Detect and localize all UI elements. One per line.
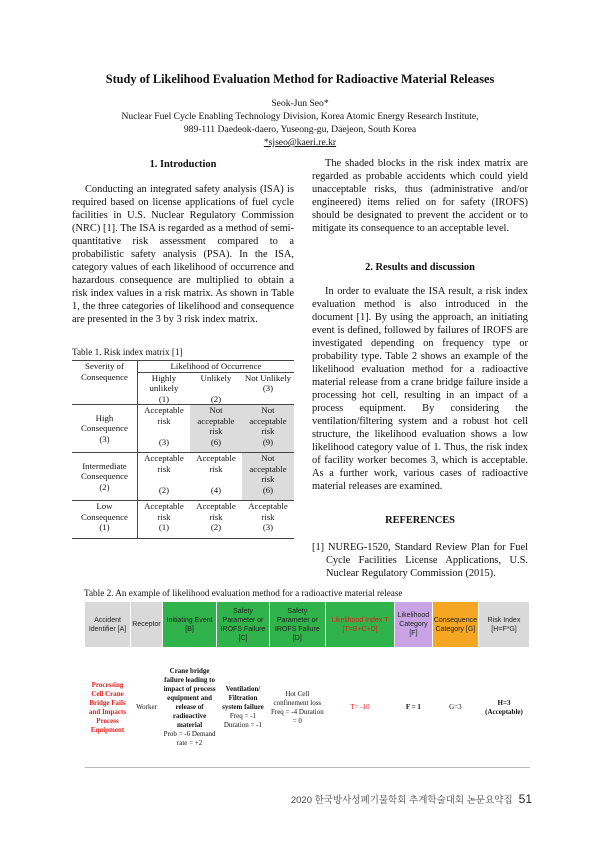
cell-low-1: Acceptable risk (1) — [137, 501, 190, 539]
table2-header-cell: Accident Identifier [A] — [85, 602, 131, 648]
cell-high-2: Not acceptable risk (6) — [190, 405, 242, 453]
row-intermediate-consequence: Intermediate Consequence (2) — [72, 453, 137, 501]
initiating-event-detail: Prob = -6 Demand rate = +2 — [163, 730, 216, 747]
footer-text: 2020 한국방사성폐기물학회 추계학술대회 논문요약집 — [290, 795, 513, 806]
results-heading: 2. Results and discussion — [365, 262, 475, 273]
row-low-consequence: Low Consequence (1) — [72, 501, 137, 539]
page-footer — [291, 792, 532, 806]
cell-high-1: Acceptable risk (3) — [137, 405, 190, 453]
intro-paragraph — [72, 183, 294, 326]
receptor: Worker — [136, 703, 157, 711]
cell-low-3: Acceptable risk (3) — [242, 501, 294, 539]
col-highly-unlikely: Highly unlikely (1) — [137, 372, 190, 405]
safety-c-detail: Freq = -1 Duration = -1 — [223, 712, 263, 729]
initiating-event: Crane bridge failure leading to impact of process equipment and release of radioactive material Prob = -6 Demand rate = +2 — [163, 667, 216, 747]
results-text: In order to evaluate the ISA result, a risk index evaluation method is also introduced in the document [1]. By using the approach, an initiating event is defined, followed by failures of IROFS are investigated depending on frequency type or probability type. Table 2 shows an example of the likelihood evaluation method for a radioactive material release from a crane bridge failure inside a processing hot cell, resulting in an impact of a process equipment. By considering the ventilation/filtering system and a robust hot cell structure, the likelihood evaluation shows a low likelihood category value of 1. Thus, the risk index of facility worker becomes 3, which is acceptable. As a further work, various cases of radioactive material releases are examined. — [312, 286, 528, 492]
table2-header-cell: Consequence Category [G] — [432, 602, 478, 648]
consequence-category: G=3 — [449, 703, 462, 711]
reference-1: [1] NUREG-1520, Standard Review Plan for Fuel Cycle Facilities License Applications, U.S. Nuclear Regulatory Commission (2015). — [312, 542, 528, 579]
col-not-unlikely: Not Unlikely (3) — [242, 372, 294, 405]
author: Seok-Jun Seo* — [271, 98, 329, 109]
page-number: 51 — [518, 792, 532, 806]
col-unlikely: Unlikely (2) — [190, 372, 242, 405]
shaded-blocks-text: The shaded blocks in the risk index matrix are regarded as probable accidents which could yield unacceptable risks, thus (administrative and/or engineered) items relied on for safety (IROFS) should be designated to prevent the accident or to mitigate its consequence to an acceptable level. — [312, 158, 528, 234]
row-high-consequence: High Consequence (3) — [72, 405, 137, 453]
table2-header-cell: Safety Parameter or IROFS Failure [C] — [217, 602, 270, 648]
intro-text: Conducting an integrated safety analysis (ISA) is required based on license applications of fuel cycle facilities in U.S. Nuclear Regulatory Commission (NRC) [1]. The ISA is regarded as a method of semi-quantitative risk assessment compared to a probabilistic safety analysis (PSA). In the ISA, category values of each likelihood of occurrence and hazardous consequence are multiplied to obtain a risk index values in a risk matrix. As shown in Table 1, the three categories of likelihood and consequence are presented in the 3 by 3 risk index matrix. — [72, 184, 294, 325]
affiliation-line-2: 989-111 Daedeok-daero, Yuseong-gu, Daejeon, South Korea — [183, 124, 417, 135]
table2-header-cell: Initiating Event [B] — [162, 602, 216, 648]
cell-mid-3: Not acceptable risk (6) — [242, 453, 294, 501]
likelihood-index: T= -10 — [350, 703, 370, 711]
affiliation-line-1: Nuclear Fuel Cycle Enabling Technology Division, Korea Atomic Energy Research Institute, — [121, 111, 479, 122]
likelihood-category: F = 1 — [405, 703, 421, 711]
results-paragraph — [312, 285, 528, 493]
author-email[interactable]: *sjseo@kaeri.re.kr — [263, 137, 337, 148]
likelihood-header: Likelihood of Occurrence — [137, 361, 294, 373]
accident-identifier: Processing Cell Crane Bridge Fails and Impacts Process Equipment — [88, 680, 127, 734]
references-heading: REFERENCES — [385, 515, 455, 526]
table2-header-cell: Risk Index [H=F*G] — [478, 602, 529, 648]
risk-index-matrix — [72, 360, 294, 539]
table2-caption: Table 2. An example of likelihood evaluation method for a radioactive material release — [84, 588, 403, 598]
safety-parameter-c: Ventilation/ Filtration system failure Freq = -1 Duration = -1 — [222, 685, 264, 729]
likelihood-evaluation-table — [84, 601, 530, 768]
severity-header: Severity of Consequence — [72, 361, 137, 405]
intro-heading: 1. Introduction — [149, 159, 217, 170]
safety-parameter-d: Hot Cell confinement loss Freq = -4 Duration = 0 — [270, 689, 324, 725]
cell-high-3: Not acceptable risk (9) — [242, 405, 294, 453]
cell-low-2: Acceptable risk (2) — [190, 501, 242, 539]
table2-header-cell: Likelihood Category [F] — [395, 602, 433, 648]
cell-mid-2: Acceptable risk (4) — [190, 453, 242, 501]
risk-index: H=3 (Acceptable) — [485, 698, 523, 716]
table2-header-cell: Safety Parameter or IROFS Failure [D] — [269, 602, 325, 648]
safety-d-detail: Freq = -4 Duration = 0 — [270, 707, 324, 725]
risk-note: (Acceptable) — [485, 707, 523, 716]
table1-caption: Table 1. Risk index matrix [1] — [72, 347, 183, 357]
table2-header-cell: Likelihood Index T [T=B+C+D] — [325, 602, 394, 648]
cell-mid-1: Acceptable risk (2) — [137, 453, 190, 501]
shaded-blocks-paragraph — [312, 157, 528, 235]
paper-title: Study of Likelihood Evaluation Method for Radioactive Material Releases — [105, 72, 495, 86]
table2-header-cell: Receptor — [131, 602, 163, 648]
